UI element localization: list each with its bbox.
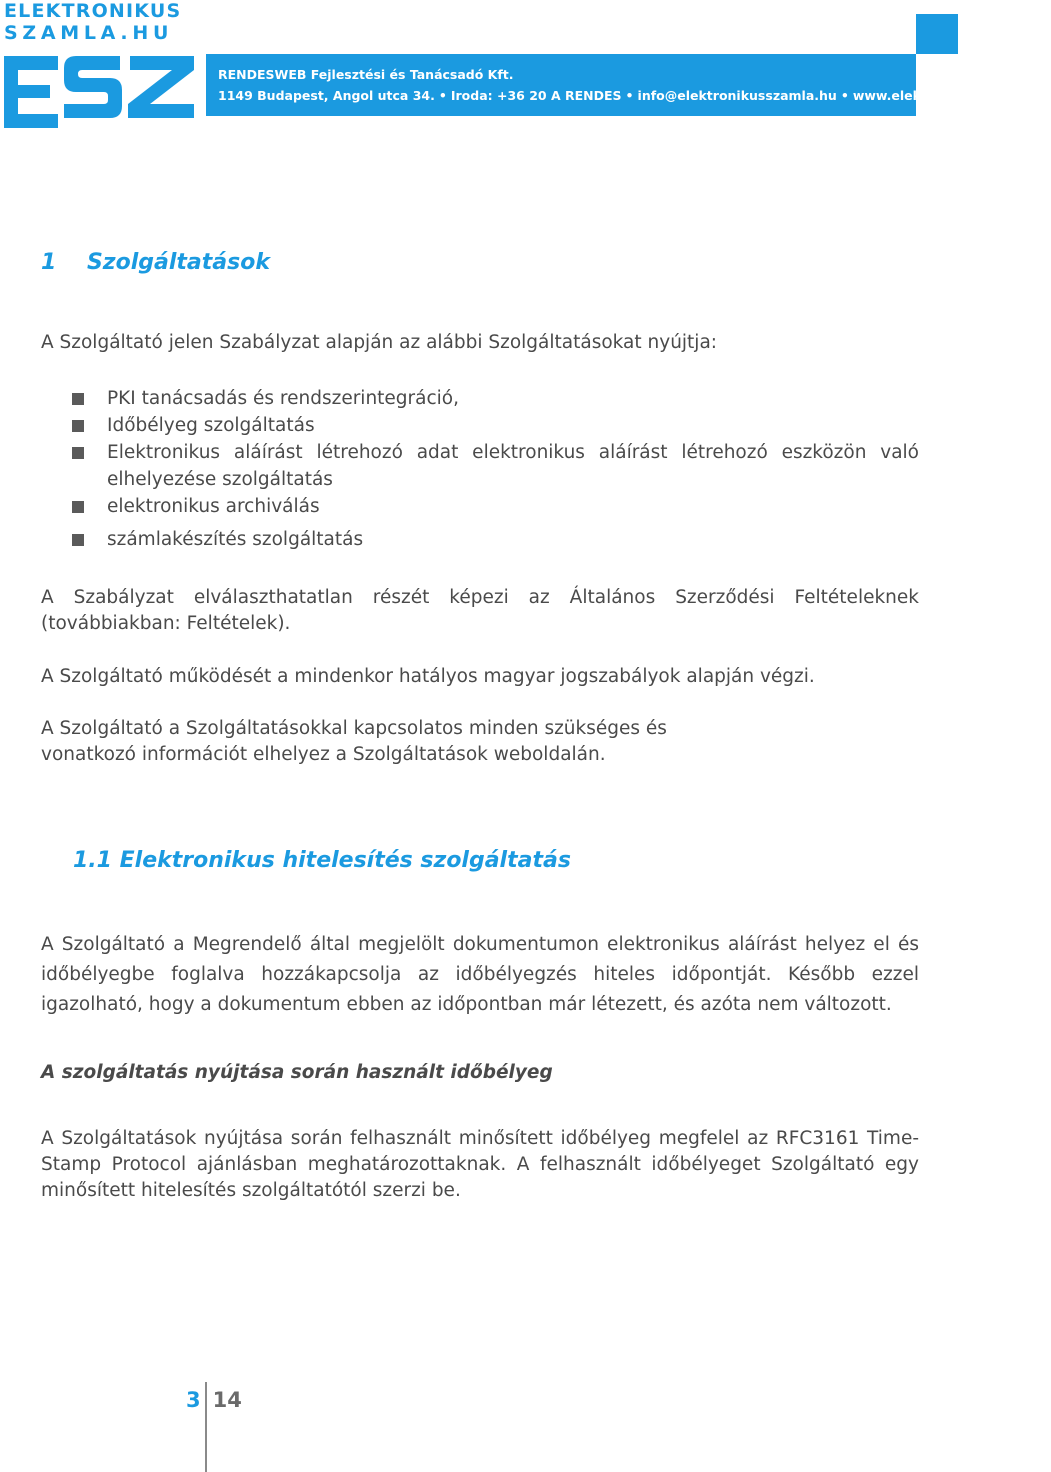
separator-dot: • [438,88,447,103]
list-item: számlakészítés szolgáltatás [72,526,919,553]
bullet-square-icon [72,534,84,546]
paragraph-jogszabalyok: A Szolgáltató működését a mindenkor hatályos magyar jogszabályok alapján végzi. [41,666,815,687]
list-item: PKI tanácsadás és rendszerintegráció, [72,385,919,412]
paragraph-idobelyeg: A Szolgáltatások nyújtása során felhasznált minősített időbélyeg megfelel az RFC3161 Time-Stamp Protocol ajánlásban meghatározottaknak. A felhasznált időbélyeget Szolgáltató egy minősített hitelesítés szolgáltatótól szerzi be. [41,1128,919,1201]
intro-paragraph: A Szolgáltató jelen Szabályzat alapján az alábbi Szolgáltatásokat nyújtja: [41,332,718,353]
services-list [72,385,919,553]
brand-name-line2 [4,22,173,44]
list-item: Elektronikus aláírást létrehozó adat elektronikus aláírást létrehozó eszközön való elhelyezése szolgáltatás [72,439,919,493]
subsubsection-heading: A szolgáltatás nyújtása során használt időbélyeg [41,1062,553,1083]
separator-dot: • [625,88,634,103]
separator-dot: • [840,88,849,103]
office-phone: Iroda: +36 20 A RENDES [450,88,622,103]
contact-line [218,88,1051,103]
brand-name-line1: ELEKTRONIKUS [4,0,182,22]
company-name: RENDESWEB Fejlesztési és Tanácsadó Kft. [218,67,514,82]
paragraph-hitelesites: A Szolgáltató a Megrendelő által megjelölt dokumentumon elektronikus aláírást helyez el és időbélyegbe foglalva hozzákapcsolja az időbélyegzés hiteles időpontját. Később ezzel igazolható, hogy a dokumentum ebben az időpontban már létezett, és azóta nem változott. [41,934,919,1015]
list-item: elektronikus archiválás [72,493,919,520]
current-page: 3 [186,1388,201,1412]
bullet-square-icon [72,501,84,513]
address-text: 1149 Budapest, Angol utca 34. [218,88,435,103]
total-pages: 14 [212,1388,242,1412]
brand-name-tld: HU [132,22,174,44]
paragraph-feltetelek: A Szabályzat elválaszthatatlan részét képezi az Általános Szerződési Feltételeknek (továbbiakban: Feltételek). [41,587,919,634]
brand-name-main: SZAMLA. [4,22,133,44]
subsection-heading: 1.1 Elektronikus hitelesítés szolgáltatás [73,848,571,873]
email-link[interactable]: info@elektronikusszamla.hu [637,88,837,103]
esz-logo [2,48,198,132]
header-bar [206,54,1051,116]
section-heading: 1 Szolgáltatások [41,250,270,275]
paragraph-weboldal: A Szolgáltató a Szolgáltatásokkal kapcsolatos minden szükséges és vonatkozó információt elhelyez a Szolgáltatások weboldalán. [41,718,667,765]
website-link[interactable]: www.elektronikusszamla.hu [852,88,1051,103]
bullet-square-icon [72,393,84,405]
bullet-square-icon [72,447,84,459]
list-item: Időbélyeg szolgáltatás [72,412,919,439]
header-accent-square [916,14,958,54]
bullet-square-icon [72,420,84,432]
page-number [186,1388,242,1412]
